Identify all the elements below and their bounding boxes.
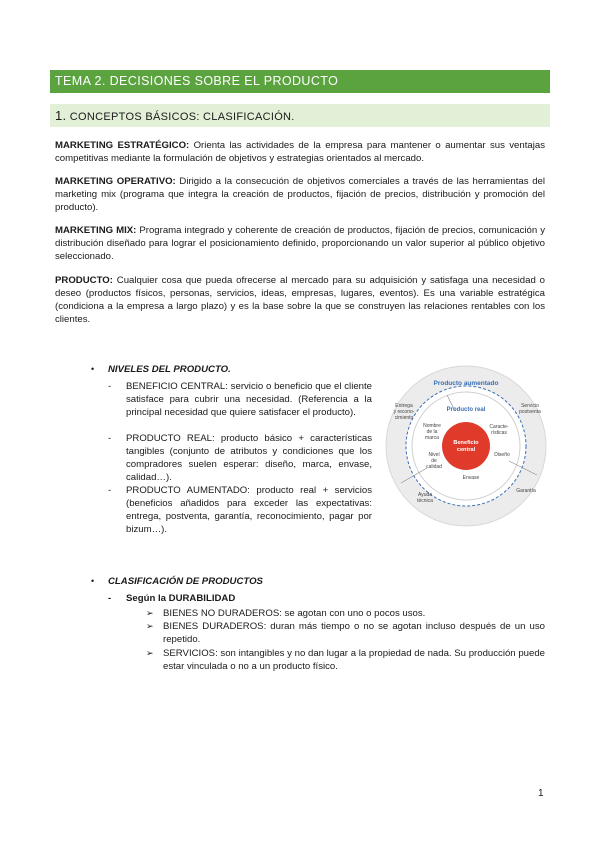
section-title-band <box>50 104 550 127</box>
dash-durabilidad: - <box>108 593 112 604</box>
arrow-servicios: ➢ <box>146 648 154 658</box>
label-nombre-1: Nombre <box>423 423 441 429</box>
item-servicios: SERVICIOS: son intangibles y no dan lugar a la propiedad de nada. Su producción puede estar vinculada o no a un producto físico. <box>163 648 545 672</box>
label-nivel-1: Nivel <box>428 452 440 458</box>
paragraph-marketing-operativo <box>55 176 545 215</box>
definition-marketing-mix: Programa integrado y coherente de creación de productos, fijación de precios, comunicación y distribución diseñado para lograr el posicionamiento definido, proporcionando un valor superior al público objetivo seleccionado. <box>55 225 546 262</box>
label-caracteristicas-1: Caracte- <box>489 424 509 430</box>
item-bienes-no-duraderos: BIENES NO DURADEROS: se agotan con uno o pocos usos. <box>163 608 426 619</box>
heading-niveles-del-producto: NIVELES DEL PRODUCTO. <box>108 364 231 375</box>
label-caracteristicas-2: rísticas <box>491 430 507 436</box>
label-ayuda-2: técnica <box>417 498 433 504</box>
label-entrega-1: Entrega <box>395 403 413 409</box>
item-producto-real: PRODUCTO REAL: producto básico + características tangibles (conjunto de atributos y condiciones que los compradores suelen esperar: diseño, marca, envase, calidad…). <box>126 433 372 483</box>
dash-beneficio-central: - <box>108 381 112 392</box>
term-producto: PRODUCTO: <box>55 275 113 286</box>
label-servicio-2: postventa <box>519 409 541 415</box>
definition-producto: Cualquier cosa que pueda ofrecerse al mercado para su adquisición y satisfaga una necesidad o deseo (productos físicos, personas, servicios, ideas, empresas, lugares, eventos). Es una variable estratégica (condiciona a la empresa a largo plazo) y es la base sobre la que se construyen las relaciones rentables con los clientes. <box>55 275 545 325</box>
label-producto-aumentado: Producto aumentado <box>433 380 499 387</box>
definition-marketing-operativo: Dirigido a la consecución de objetivos comerciales a través de las herramientas del marketing mix (programa que integra la creación de productos, fijación de precios, distribución y promoción del producto). <box>55 176 545 213</box>
section-title: CONCEPTOS BÁSICOS: CLASIFICACIÓN. <box>66 111 295 123</box>
label-nivel-3: calidad <box>426 464 442 470</box>
term-marketing-mix: MARKETING MIX: <box>55 225 137 236</box>
subheading-durabilidad: Según la DURABILIDAD <box>126 593 236 604</box>
item-beneficio-central: BENEFICIO CENTRAL: servicio o beneficio que el cliente satisface para cubrir una necesidad. (Referencia a la principal necesidad que quiere satisfacer el producto). <box>126 381 372 418</box>
paragraph-marketing-estrategico <box>55 140 545 166</box>
definition-marketing-estrategico: Orienta las actividades de la empresa para mantener o aumentar sus ventajas competitivas mediante la formulación de objetivos y estrategias orientados al mercado. <box>55 140 545 164</box>
dash-producto-real: - <box>108 433 112 444</box>
term-marketing-estrategico: MARKETING ESTRATÉGICO: <box>55 140 190 151</box>
label-beneficio: Beneficio <box>453 440 479 446</box>
paragraph-producto <box>55 275 545 327</box>
label-envase: Envase <box>462 475 480 481</box>
label-nivel-2: de <box>431 458 437 464</box>
label-nombre-3: marca <box>425 435 439 441</box>
label-diseno: Diseño <box>494 452 510 458</box>
product-levels-diagram <box>385 365 547 527</box>
term-marketing-operativo: MARKETING OPERATIVO: <box>55 176 176 187</box>
bullet-clasificacion: • <box>91 576 95 586</box>
chapter-title-band <box>50 70 550 93</box>
dash-producto-aumentado: - <box>108 485 112 496</box>
core-circle <box>442 422 490 470</box>
label-central: central <box>456 447 476 453</box>
label-ayuda-1: Ayuda <box>417 492 433 498</box>
label-nombre-2: de la <box>426 429 438 435</box>
label-producto-real: Producto real <box>446 407 486 413</box>
arrow-no-duraderos: ➢ <box>146 608 154 618</box>
item-bienes-duraderos: BIENES DURADEROS: duran más tiempo o no se agotan incluso después de un uso repetido. <box>163 621 545 645</box>
label-garantia: Garantía <box>516 488 536 494</box>
item-producto-aumentado: PRODUCTO AUMENTADO: producto real + servicios (beneficios añadidos para exceder las expectativas: entrega, postventa, garantía, reconocimiento, pagar por bizum…). <box>126 485 372 535</box>
heading-clasificacion-de-productos: CLASIFICACIÓN DE PRODUCTOS <box>108 576 263 587</box>
bullet-niveles: • <box>91 364 95 374</box>
arrow-duraderos: ➢ <box>146 621 154 631</box>
section-number: 1. <box>55 108 67 123</box>
page-number: 1 <box>538 788 544 799</box>
paragraph-marketing-mix <box>55 225 545 264</box>
label-entrega-2: y recono- <box>393 409 415 415</box>
label-servicio-1: Servicio <box>521 403 539 409</box>
label-entrega-3: cimiento <box>394 415 414 421</box>
chapter-title: TEMA 2. DECISIONES SOBRE EL PRODUCTO <box>55 74 339 88</box>
